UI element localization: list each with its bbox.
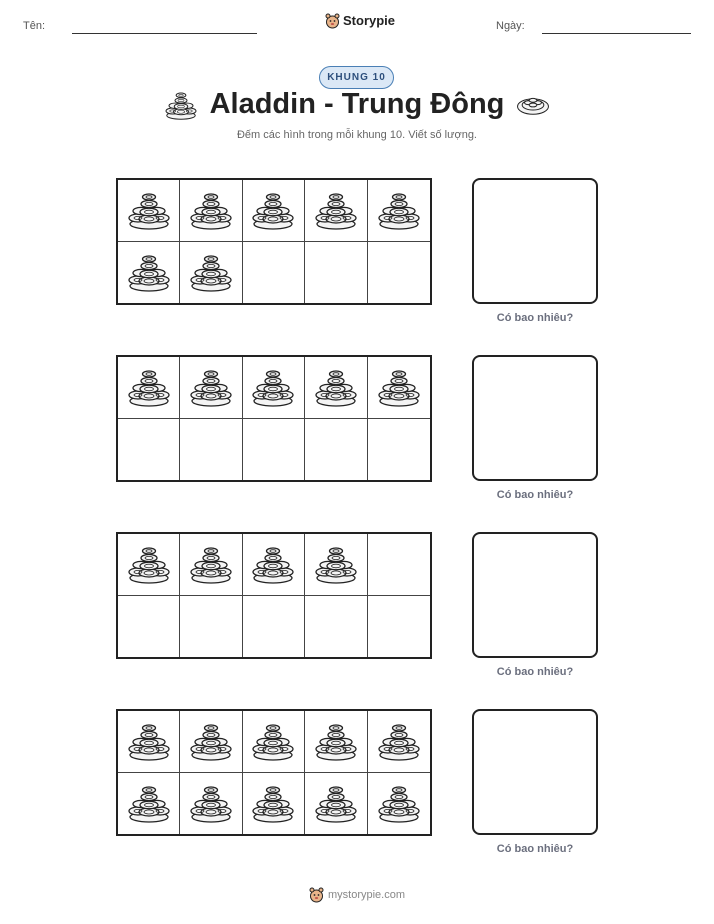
coin-stack-icon	[189, 190, 233, 230]
coin-plate-icon	[516, 91, 550, 119]
coin-stack-icon	[164, 90, 198, 120]
worksheet-badge: KHUNG 10	[319, 66, 394, 89]
brand-logo	[325, 12, 395, 29]
ten-frame-cell	[368, 180, 430, 242]
brand-name: Storypie	[343, 13, 396, 28]
coin-stack-icon	[314, 783, 358, 823]
ten-frame-cell	[180, 773, 242, 835]
coin-stack-icon	[189, 252, 233, 292]
coin-stack-icon	[377, 367, 421, 407]
ten-frame-cell	[180, 534, 242, 596]
count-question: Có bao nhiêu?	[496, 666, 574, 678]
ten-frame-cell	[243, 534, 305, 596]
footer-url: mystorypie.com	[327, 888, 406, 901]
storypie-mascot-icon	[325, 12, 340, 29]
ten-frame-cell	[368, 242, 430, 304]
ten-frame-cell	[180, 596, 242, 658]
coin-stack-icon	[377, 190, 421, 230]
answer-box[interactable]	[472, 532, 598, 658]
storypie-mascot-icon	[309, 886, 324, 903]
coin-stack-icon	[189, 721, 233, 761]
ten-frame	[116, 355, 432, 482]
ten-frame-cell	[180, 180, 242, 242]
ten-frame	[116, 178, 432, 305]
ten-frame-cell	[368, 357, 430, 419]
coin-stack-icon	[127, 721, 171, 761]
ten-frame-cell	[118, 596, 180, 658]
count-question: Có bao nhiêu?	[496, 489, 574, 501]
ten-frame-cell	[118, 773, 180, 835]
coin-stack-icon	[314, 544, 358, 584]
coin-stack-icon	[127, 783, 171, 823]
coin-stack-icon	[127, 252, 171, 292]
ten-frame-cell	[243, 242, 305, 304]
ten-frame-cell	[118, 419, 180, 481]
ten-frame-cell	[368, 711, 430, 773]
answer-box[interactable]	[472, 709, 598, 835]
ten-frame-cell	[118, 357, 180, 419]
coin-stack-icon	[127, 190, 171, 230]
answer-box[interactable]	[472, 355, 598, 481]
title-row	[0, 88, 714, 121]
ten-frame-cell	[180, 419, 242, 481]
page-title: Aladdin - Trung Đông	[209, 88, 505, 120]
count-question: Có bao nhiêu?	[496, 312, 574, 324]
answer-box[interactable]	[472, 178, 598, 304]
ten-frame-cell	[243, 596, 305, 658]
name-label: Tên:	[23, 20, 46, 32]
coin-stack-icon	[377, 783, 421, 823]
ten-frame-cell	[118, 711, 180, 773]
ten-frame-cell	[305, 596, 367, 658]
coin-stack-icon	[251, 367, 295, 407]
ten-frame-cell	[305, 773, 367, 835]
ten-frame-cell	[118, 534, 180, 596]
coin-stack-icon	[189, 544, 233, 584]
ten-frame-cell	[180, 242, 242, 304]
coin-stack-icon	[189, 783, 233, 823]
ten-frame-cell	[118, 180, 180, 242]
ten-frame-cell	[243, 357, 305, 419]
coin-stack-icon	[314, 721, 358, 761]
ten-frame-cell	[180, 711, 242, 773]
coin-stack-icon	[251, 544, 295, 584]
coin-stack-icon	[127, 544, 171, 584]
footer	[0, 886, 714, 903]
ten-frame-cell	[305, 711, 367, 773]
coin-stack-icon	[251, 721, 295, 761]
ten-frame-cell	[243, 419, 305, 481]
ten-frame-cell	[368, 773, 430, 835]
ten-frame-cell	[368, 596, 430, 658]
coin-stack-icon	[377, 721, 421, 761]
ten-frame-cell	[305, 419, 367, 481]
coin-stack-icon	[314, 190, 358, 230]
date-label: Ngày:	[496, 20, 525, 32]
ten-frame-cell	[368, 534, 430, 596]
ten-frame-cell	[368, 419, 430, 481]
name-line[interactable]	[72, 33, 257, 34]
ten-frame-cell	[243, 773, 305, 835]
coin-stack-icon	[189, 367, 233, 407]
ten-frame-cell	[305, 180, 367, 242]
count-question: Có bao nhiêu?	[496, 843, 574, 855]
instructions: Đếm các hình trong mỗi khung 10. Viết số lượng.	[236, 129, 477, 141]
coin-stack-icon	[251, 190, 295, 230]
ten-frame-cell	[243, 711, 305, 773]
ten-frame	[116, 709, 432, 836]
date-line[interactable]	[542, 33, 691, 34]
ten-frame-cell	[305, 357, 367, 419]
coin-stack-icon	[314, 367, 358, 407]
ten-frame-cell	[305, 534, 367, 596]
coin-stack-icon	[251, 783, 295, 823]
ten-frame-cell	[243, 180, 305, 242]
coin-stack-icon	[127, 367, 171, 407]
ten-frame-cell	[180, 357, 242, 419]
ten-frame-cell	[118, 242, 180, 304]
ten-frame-cell	[305, 242, 367, 304]
ten-frame	[116, 532, 432, 659]
